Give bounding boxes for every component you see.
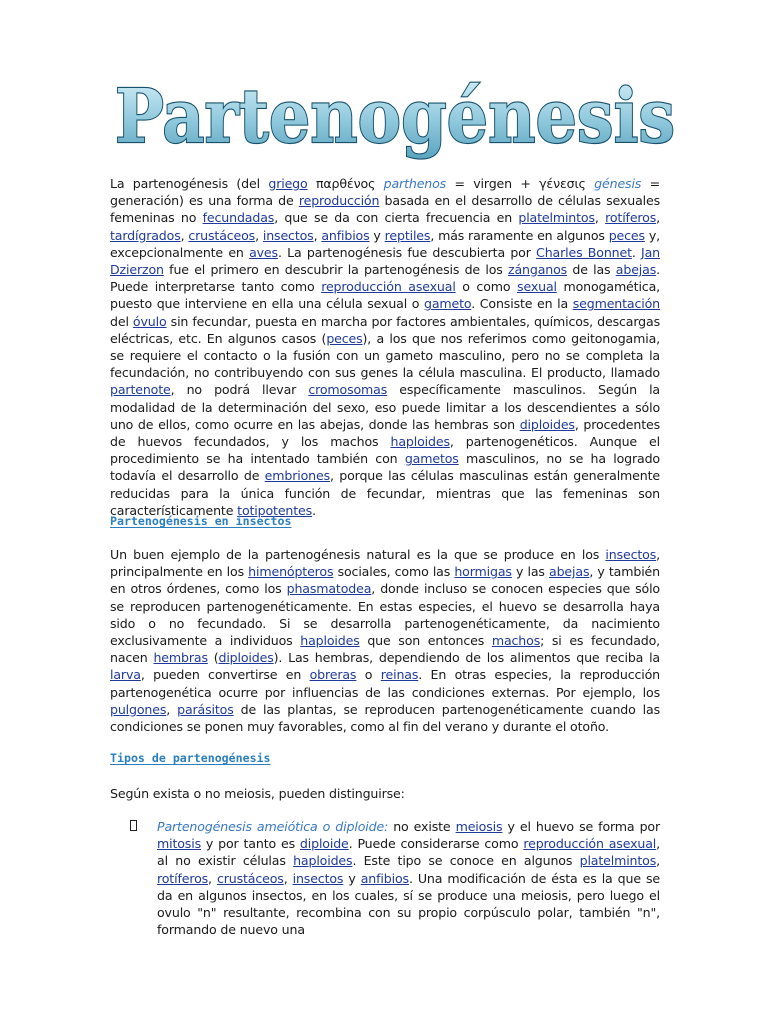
- bullet-text: y el huevo se forma por: [502, 819, 660, 834]
- link-peces[interactable]: peces: [608, 227, 645, 243]
- link-meiosis[interactable]: meiosis: [455, 819, 503, 834]
- insects-text: , principalmente en los: [110, 547, 660, 580]
- intro-text: . Puede interpretarse tanto como: [110, 262, 660, 295]
- link-diploides[interactable]: diploides: [218, 650, 274, 666]
- intro-text: del: [110, 313, 133, 329]
- link-rotiferos[interactable]: rotíferos: [157, 870, 209, 886]
- link-reptiles[interactable]: reptiles: [384, 227, 431, 243]
- bullet-text: . Este tipo se conoce en algunos: [352, 853, 580, 869]
- link-jan-dzierzon[interactable]: Jan Dzierzon: [110, 244, 660, 278]
- bullet-text: y: [343, 870, 361, 886]
- link-crustaceos[interactable]: crustáceos: [188, 227, 256, 243]
- link-fecundadas[interactable]: fecundadas: [202, 210, 275, 226]
- link-himenopteros[interactable]: himenópteros: [248, 564, 334, 580]
- bullet-text: ,: [208, 870, 217, 886]
- link-anfibios[interactable]: anfibios: [321, 227, 370, 243]
- intro-text: ,: [180, 227, 189, 243]
- insects-paragraph: [110, 546, 660, 735]
- link-insectos[interactable]: insectos: [605, 547, 657, 562]
- link-reinas[interactable]: reinas: [380, 667, 419, 683]
- bullet-italic-text: Partenogénesis ameiótica o diploide:: [157, 819, 389, 834]
- insects-text: , donde incluso se conocen especies que sólo se reproducen partenogenéticamente. En estas especies, el huevo se desarrolla haya sido o no fecundado. Si se desarrolla partenogenéticamente, da nacimiento exclusivamente a individuos: [110, 581, 660, 649]
- insects-text: o: [356, 667, 381, 683]
- intro-text: basada en el desarrollo de células sexuales femeninas no: [110, 193, 660, 226]
- intro-text: ,: [656, 210, 660, 226]
- intro-text: fue el primero en descubrir la partenogénesis de los: [163, 262, 508, 278]
- link-rotiferos[interactable]: rotíferos: [605, 210, 657, 226]
- intro-italic-text: génesis: [594, 176, 642, 191]
- intro-text: monogamética, puesto que interviene en ella una célula sexual o: [110, 279, 660, 312]
- insects-text: sociales, como las: [333, 564, 455, 580]
- intro-text: ), a los que nos referimos como geitonogamia, se requiere el contacto o la fusión con un gameto masculino, pero no se completa la fecundación, no contribuyendo con sus genes la célula masculina. El producto, llamado: [110, 330, 660, 381]
- link-ovulo[interactable]: óvulo: [132, 313, 167, 329]
- intro-italic-text: parthenos: [383, 176, 447, 191]
- intro-text: .: [312, 502, 316, 518]
- intro-text: ,: [313, 227, 322, 243]
- link-parasitos[interactable]: parásitos: [177, 701, 234, 717]
- intro-text: , que se da con cierta frecuencia en: [274, 210, 519, 226]
- link-platelmintos[interactable]: platelmintos: [579, 853, 657, 869]
- bullet-text: ,: [656, 853, 661, 869]
- intro-text: de las: [567, 262, 616, 278]
- intro-text: , porque las células masculinas están generalmente reducidas para la única función de fecundar, mientras que las femeninas son característicamente: [110, 468, 660, 518]
- list-item-text: [157, 818, 660, 938]
- insects-text: y las: [511, 564, 550, 580]
- link-embriones[interactable]: embriones: [264, 468, 331, 484]
- intro-text: . La partenogénesis fue descubierta por: [277, 244, 537, 260]
- section-heading-insects[interactable]: Partenogénesis en insectos: [110, 514, 292, 528]
- title-graphic: [110, 72, 680, 162]
- intro-text: ,: [255, 227, 263, 243]
- link-mitosis[interactable]: mitosis: [157, 836, 201, 852]
- bullet-box-icon: [130, 820, 137, 831]
- link-pulgones[interactable]: pulgones: [110, 701, 167, 717]
- link-peces[interactable]: peces: [326, 330, 363, 346]
- link-hormigas[interactable]: hormigas: [454, 564, 512, 580]
- link-anfibios[interactable]: anfibios: [360, 870, 409, 886]
- link-gametos[interactable]: gametos: [404, 451, 459, 467]
- insects-text: de las plantas, se reproducen partenogenéticamente cuando las condiciones se ponen muy favorables, como al fin del verano y durante el otoño.: [110, 701, 660, 735]
- link-reproduccion-asexual[interactable]: reproducción asexual: [523, 836, 657, 852]
- intro-text: = generación) es una forma de: [110, 176, 660, 209]
- link-sexual[interactable]: sexual: [517, 279, 557, 295]
- intro-text: , más raramente en algunos: [430, 227, 609, 243]
- link-phasmatodea[interactable]: phasmatodea: [286, 581, 372, 597]
- section-heading-types[interactable]: Tipos de partenogénesis: [110, 751, 271, 765]
- link-insectos[interactable]: insectos: [262, 227, 314, 243]
- intro-text: , procedentes de huevos fecundados, y los machos: [110, 416, 660, 450]
- bullet-text: no existe: [388, 819, 456, 834]
- intro-text: ,: [594, 210, 606, 226]
- link-zanganos[interactable]: zánganos: [507, 262, 568, 278]
- link-hembras[interactable]: hembras: [153, 650, 208, 666]
- intro-text: .: [631, 244, 642, 260]
- link-haploides[interactable]: haploides: [300, 633, 360, 649]
- link-partenote[interactable]: partenote: [110, 382, 171, 398]
- bullet-text: . Puede considerarse como: [348, 836, 524, 852]
- link-griego[interactable]: griego: [268, 176, 308, 191]
- link-obreras[interactable]: obreras: [309, 667, 357, 683]
- link-cromosomas[interactable]: cromosomas: [308, 382, 388, 398]
- intro-text: y, excepcionalmente en: [110, 227, 660, 260]
- link-segmentacion[interactable]: segmentación: [572, 296, 660, 312]
- link-haploides[interactable]: haploides: [390, 434, 450, 450]
- intro-text: . Consiste en la: [471, 296, 573, 312]
- insects-text: que son entonces: [359, 633, 492, 649]
- insects-text: Un buen ejemplo de la partenogénesis natural es la que se produce en los: [110, 547, 606, 562]
- bullet-text: , al no existir células: [157, 836, 661, 869]
- bullet-text: ,: [283, 870, 293, 886]
- link-aves[interactable]: aves: [249, 244, 278, 260]
- intro-text: La partenogénesis (del: [110, 176, 269, 191]
- link-platelmintos[interactable]: platelmintos: [518, 210, 595, 226]
- link-diploide[interactable]: diploide: [299, 836, 349, 852]
- intro-text: παρθένος: [307, 176, 384, 191]
- insects-text: . En otras especies, la reproducción partenogenética ocurre por influencias de las condiciones externas. Por ejemplo, los: [110, 667, 660, 700]
- intro-text: o como: [455, 279, 518, 295]
- title-wordart: [110, 72, 680, 162]
- insects-text: ; si es fecundado, nacen: [110, 633, 661, 666]
- link-tardigrados[interactable]: tardígrados: [110, 227, 181, 243]
- page-title: Partenogénesis: [115, 74, 675, 160]
- link-machos[interactable]: machos: [491, 633, 541, 649]
- link-crustaceos[interactable]: crustáceos: [216, 870, 284, 886]
- intro-text: , partenogenéticos. Aunque el procedimiento se ha intentado también con: [110, 434, 660, 467]
- insects-text: ,: [166, 701, 178, 717]
- link-reproduccion-asexual[interactable]: reproducción asexual: [321, 279, 456, 295]
- insects-text: ). Las hembras, dependiendo de los alimentos que reciba la: [273, 650, 661, 666]
- intro-paragraph: [110, 175, 660, 519]
- link-diploides[interactable]: diploides: [519, 416, 575, 432]
- insects-text: , y también en otros órdenes, como los: [110, 564, 660, 597]
- intro-text: , no podrá llevar: [170, 382, 309, 398]
- intro-text: = virgen + γένεσις: [446, 176, 595, 191]
- link-gameto[interactable]: gameto: [424, 296, 472, 312]
- bullet-text: y por tanto es: [200, 836, 300, 852]
- intro-text: masculinos, no se ha logrado todavía el desarrollo de: [110, 451, 660, 484]
- intro-text: específicamente masculinos. Según la modalidad de la determinación del sexo, eso puede limitar a los descendientes a sólo uno de ellos, como ocurre en las abejas, donde las hembras son: [110, 382, 660, 432]
- intro-text: sin fecundar, puesta en marcha por factores ambientales, químicos, descargas eléctricas, etc. En algunos casos (: [110, 313, 660, 346]
- intro-text: y: [369, 227, 385, 243]
- link-larva[interactable]: larva: [110, 667, 141, 683]
- link-abejas[interactable]: abejas: [549, 564, 590, 580]
- link-haploides[interactable]: haploides: [293, 853, 353, 869]
- insects-text: (: [207, 650, 219, 666]
- insects-text: , pueden convertirse en: [140, 667, 310, 683]
- bullet-text: . Una modificación de ésta es la que se da en algunos insectos, en los cuales, sí se produce una meiosis, pero luego el ovulo "n" resultante, recombina con su propio corpúsculo polar, también "n", formando de nuevo una: [157, 870, 660, 938]
- link-charles-bonnet[interactable]: Charles Bonnet: [536, 244, 632, 260]
- link-insectos[interactable]: insectos: [292, 870, 344, 886]
- link-totipotentes[interactable]: totipotentes: [237, 502, 313, 518]
- link-reproduccion[interactable]: reproducción: [298, 193, 380, 209]
- link-abejas[interactable]: abejas: [615, 262, 657, 278]
- types-lead-text: Según exista o no meiosis, pueden distinguirse:: [110, 786, 405, 801]
